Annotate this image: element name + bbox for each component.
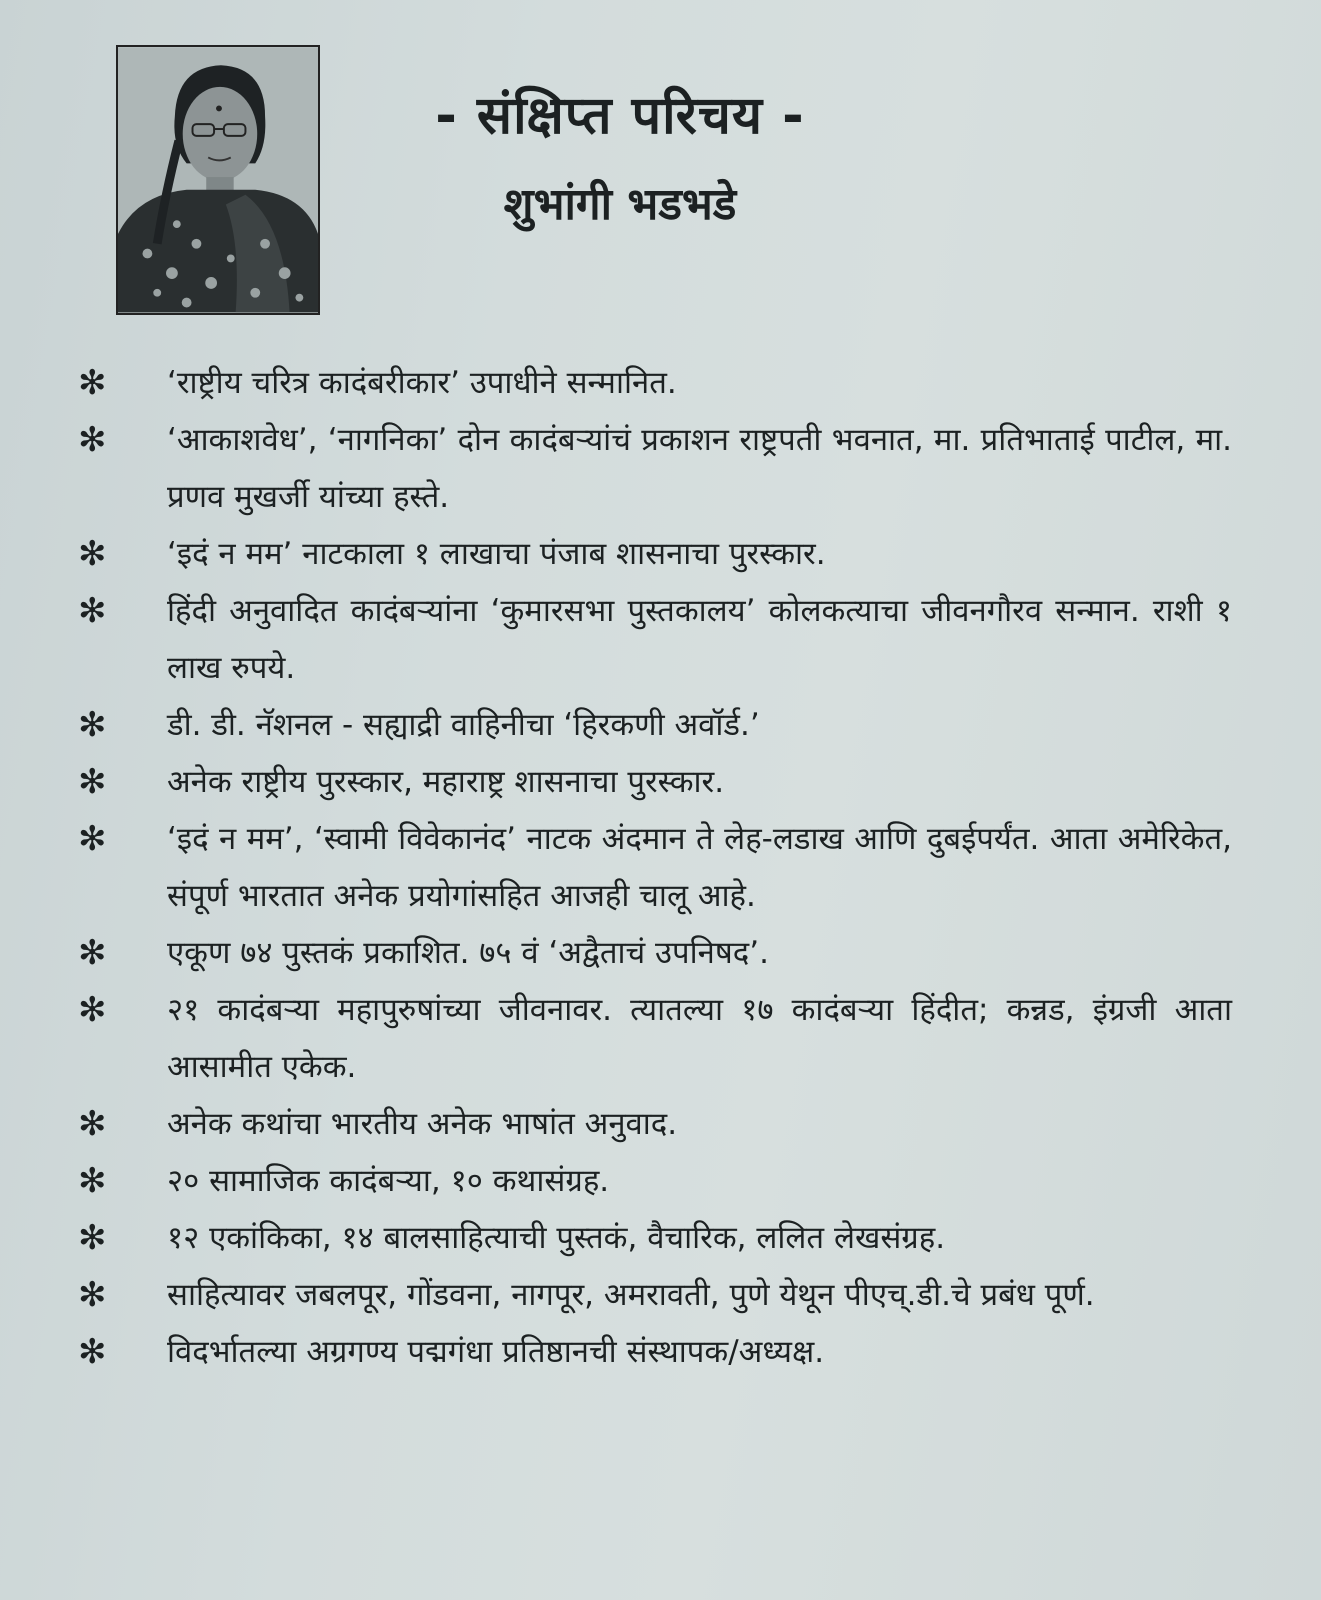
list-item: [72, 982, 1232, 1096]
list-item: [72, 754, 1232, 811]
list-item-text: अनेक कथांचा भारतीय अनेक भाषांत अनुवाद.: [167, 1106, 678, 1142]
list-item: [72, 925, 1232, 982]
list-item: [72, 355, 1232, 412]
asterisk-bullet-icon: ✻: [78, 1332, 107, 1372]
list-item: [72, 1324, 1232, 1381]
list-item-text: हिंदी अनुवादित कादंबऱ्यांना ‘कुमारसभा पुस्तकालय’ कोलकत्याचा जीवनगौरव सन्मान. राशी १ लाख रुपये.: [167, 593, 1232, 686]
list-item-text: साहित्यावर जबलपूर, गोंडवना, नागपूर, अमरावती, पुणे येथून पीएच्.डी.चे प्रबंध पूर्ण.: [167, 1277, 1095, 1313]
asterisk-bullet-icon: ✻: [78, 933, 107, 973]
asterisk-bullet-icon: ✻: [78, 705, 107, 745]
list-item: [72, 1210, 1232, 1267]
list-item: [72, 697, 1232, 754]
asterisk-bullet-icon: ✻: [78, 534, 107, 574]
bio-list: [72, 355, 1232, 1381]
asterisk-bullet-icon: ✻: [78, 1161, 107, 1201]
list-item-text: विदर्भातल्या अग्रगण्य पद्मगंधा प्रतिष्ठानची संस्थापक/अध्यक्ष.: [167, 1334, 825, 1370]
asterisk-bullet-icon: ✻: [78, 1218, 107, 1258]
asterisk-bullet-icon: ✻: [78, 420, 107, 460]
list-item: [72, 1267, 1232, 1324]
list-item: [72, 1096, 1232, 1153]
list-item-text: २० सामाजिक कादंबऱ्या, १० कथासंग्रह.: [167, 1163, 610, 1199]
list-item-text: अनेक राष्ट्रीय पुरस्कार, महाराष्ट्र शासनाचा पुरस्कार.: [167, 764, 725, 800]
list-item: [72, 583, 1232, 697]
asterisk-bullet-icon: ✻: [78, 990, 107, 1030]
list-item-text: ‘राष्ट्रीय चरित्र कादंबरीकार’ उपाधीने सन्मानित.: [167, 365, 677, 401]
author-portrait: [116, 45, 320, 315]
list-item-text: ‘इदं न मम’, ‘स्वामी विवेकानंद’ नाटक अंदमान ते लेह-लडाख आणि दुबईपर्यंत. आता अमेरिकेत, संपूर्ण भारतात अनेक प्रयोगांसहित आजही चालू आहे.: [167, 821, 1232, 914]
list-item: [72, 811, 1232, 925]
author-photo-icon: [118, 47, 318, 313]
author-name: शुभांगी भडभडे: [503, 179, 737, 230]
list-item-text: डी. डी. नॅशनल - सह्याद्री वाहिनीचा ‘हिरकणी अवॉर्ड.’: [167, 707, 760, 743]
asterisk-bullet-icon: ✻: [78, 1104, 107, 1144]
list-item-text: १२ एकांकिका, १४ बालसाहित्याची पुस्तकं, वैचारिक, ललित लेखसंग्रह.: [167, 1220, 946, 1256]
list-item: [72, 1153, 1232, 1210]
asterisk-bullet-icon: ✻: [78, 591, 107, 631]
list-item-text: २१ कादंबऱ्या महापुरुषांच्या जीवनावर. त्यातल्या १७ कादंबऱ्या हिंदीत; कन्नड, इंग्रजी आता आसामीत एकेक.: [167, 992, 1232, 1085]
list-item-text: ‘आकाशवेध’, ‘नागनिका’ दोन कादंबऱ्यांचं प्रकाशन राष्ट्रपती भवनात, मा. प्रतिभाताई पाटील, मा. प्रणव मुखर्जी यांच्या हस्ते.: [167, 422, 1232, 515]
asterisk-bullet-icon: ✻: [78, 1275, 107, 1315]
asterisk-bullet-icon: ✻: [78, 819, 107, 859]
asterisk-bullet-icon: ✻: [78, 363, 107, 403]
list-item-text: ‘इदं न मम’ नाटकाला १ लाखाचा पंजाब शासनाचा पुरस्कार.: [167, 536, 826, 572]
page-title: - संक्षिप्त परिचय -: [435, 86, 805, 146]
list-item-text: एकूण ७४ पुस्तकं प्रकाशित. ७५ वं ‘अद्वैताचं उपनिषद’.: [167, 935, 769, 971]
asterisk-bullet-icon: ✻: [78, 762, 107, 802]
list-item: [72, 412, 1232, 526]
list-item: [72, 526, 1232, 583]
